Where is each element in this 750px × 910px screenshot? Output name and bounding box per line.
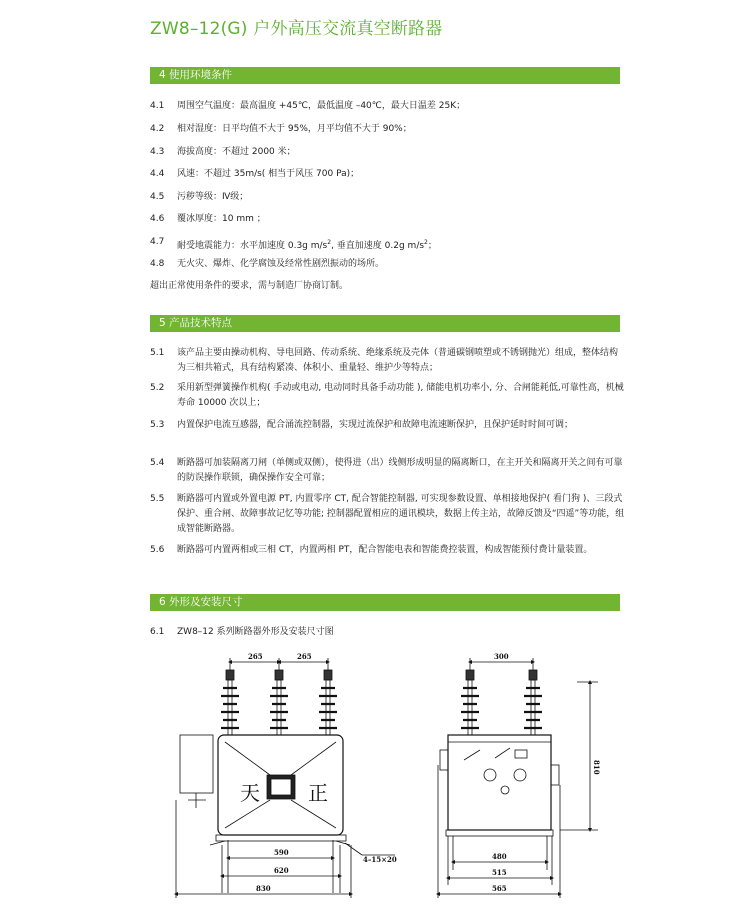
item-number: 5.4 [150, 458, 165, 468]
item-number: 5.3 [150, 420, 165, 430]
item-text: 相对湿度：日平均值不大于 95%，月平均值不大于 90%； [177, 124, 412, 134]
item-text: 周围空气温度：最高温度 +45℃，最低温度 –40℃，最大日温差 25K； [177, 101, 466, 111]
page-title: ZW8–12(G) 户外高压交流真空断路器 [150, 19, 443, 39]
list-item [150, 492, 625, 537]
item-text: 海拔高度：不超过 2000 米； [177, 147, 296, 157]
bushing-side-right [524, 670, 542, 735]
item-text: 断路器可内置两相或三相 CT，内置两相 PT，配合智能电表和智能费控装置，构成智能预付费计量装置。 [177, 545, 593, 555]
environment-note: 超出正常使用条件的要求，需与制造厂协商订制。 [150, 281, 349, 291]
item-number: 5.5 [150, 494, 165, 504]
dim-label: 4–15×20 [363, 855, 397, 864]
item-number: 4.1 [150, 101, 165, 111]
dim-label: 590 [274, 848, 289, 857]
item-text: 覆冰厚度：10 mm ； [177, 214, 266, 224]
item-number: 4.3 [150, 147, 165, 157]
item-text: 耐受地震能力：水平加速度 0.3g $m/s^2$, 垂直加速度 0.2g $m/s^2$； [177, 239, 437, 251]
brand-char-left: 天 [240, 781, 260, 805]
drawing-caption [150, 625, 625, 640]
item-number: 5.2 [150, 383, 165, 393]
item-number: 4.4 [150, 169, 165, 179]
list-item [150, 167, 625, 182]
list-item [150, 99, 625, 114]
item-number: 6.1 [150, 627, 165, 637]
dim-label: 300 [494, 652, 509, 661]
item-number: 4.6 [150, 214, 165, 224]
list-item [150, 190, 625, 205]
dim-label: 620 [274, 866, 289, 875]
dim-label: 565 [492, 884, 507, 893]
brand-char-right: 正 [308, 781, 328, 805]
list-item [150, 381, 625, 411]
item-text: 风速：不超过 35m/s( 相当于风压 700 Pa)； [177, 169, 360, 179]
item-number: 5.1 [150, 348, 165, 358]
dim-label: 480 [492, 852, 507, 861]
item-number: 4.5 [150, 192, 165, 202]
item-number: 4.7 [150, 237, 165, 247]
bushing-left [221, 670, 239, 735]
list-item [150, 122, 625, 137]
dim-label: 265 [297, 652, 312, 661]
item-text: ZW8–12 系列断路器外形及安装尺寸图 [177, 627, 334, 637]
item-text: 污秽等级：Ⅳ级； [177, 192, 249, 202]
side-view [438, 658, 598, 898]
item-text: 无火灾、爆炸、化学腐蚀及经常性剧烈振动的场所。 [177, 259, 385, 269]
item-text: 断路器可加装隔离刀闸（单侧或双侧），使得进（出）线侧形成明显的隔离断口，在主开关和隔离开关之间有可靠的防误操作联锁，确保操作安全可靠； [177, 458, 623, 483]
list-item [150, 346, 625, 376]
list-item [150, 543, 625, 558]
bushing-side-left [461, 670, 479, 735]
list-item [150, 418, 625, 433]
item-text: 采用新型弹簧操作机构( 手动或电动, 电动同时具备手动功能 ), 储能电机功率小, 分、合闸能耗低,可靠性高，机械寿命 10000 次以上； [177, 383, 624, 408]
item-text: 内置保护电流互感器，配合涌流控制器，实现过流保护和故障电流速断保护，且保护延时时间可调； [177, 420, 574, 430]
dim-label: 830 [256, 884, 271, 893]
list-item [150, 212, 625, 227]
item-number: 4.2 [150, 124, 165, 134]
section-heading-environment: 4 使用环境条件 [150, 67, 620, 84]
dim-label: 810 [592, 760, 601, 775]
dimension-drawing [150, 640, 620, 910]
section-heading-dimensions: 6 外形及安装尺寸 [150, 594, 620, 611]
item-text: 断路器可内置或外置电源 PT, 内置零序 CT, 配合智能控制器, 可实现参数设置、单相接地保护( 看门狗 )、三段式保护、重合闸、故障事故记忆等功能; 控制器配置相应的通讯模块，数据上传主站，故障反馈及“四遥”等功能，组成智能断路器。 [177, 494, 625, 534]
dim-label: 265 [248, 652, 263, 661]
list-item [150, 145, 625, 160]
item-number: 5.6 [150, 545, 165, 555]
bushing-right [319, 670, 337, 735]
list-item [150, 235, 625, 254]
list-item [150, 456, 625, 486]
item-text: 该产品主要由操动机构、导电回路、传动系统、绝缘系统及壳体（普通碳钢喷塑或不锈钢抛光）组成，整体结构为三相共箱式，具有结构紧凑、体积小、重量轻、维护少等特点； [177, 348, 619, 373]
list-item [150, 257, 625, 272]
item-number: 4.8 [150, 259, 165, 269]
section-heading-features: 5 产品技术特点 [150, 315, 620, 332]
dim-label: 515 [492, 868, 507, 877]
bushing-middle [270, 670, 288, 735]
